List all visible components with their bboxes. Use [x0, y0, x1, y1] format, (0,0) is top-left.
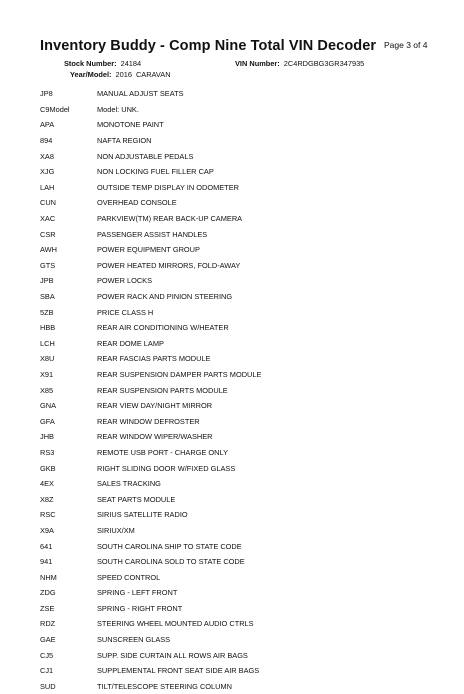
option-description: MONOTONE PAINT — [97, 120, 164, 130]
option-row — [40, 679, 440, 694]
option-row — [40, 273, 440, 289]
option-code: XA8 — [40, 151, 54, 161]
option-description: OVERHEAD CONSOLE — [97, 198, 177, 208]
option-code: CJ1 — [40, 666, 54, 676]
option-description: SPRING - LEFT FRONT — [97, 588, 178, 598]
option-row — [40, 569, 440, 585]
option-code: X9A — [40, 525, 54, 535]
option-row — [40, 445, 440, 461]
option-description: SOUTH CAROLINA SOLD TO STATE CODE — [97, 557, 245, 567]
option-code: ZSE — [40, 603, 55, 613]
option-code: CSR — [40, 229, 56, 239]
option-row — [40, 538, 440, 554]
option-row — [40, 429, 440, 445]
option-code: NHM — [40, 572, 57, 582]
option-description: POWER RACK AND PINION STEERING — [97, 292, 233, 302]
option-description: SUPP. SIDE CURTAIN ALL ROWS AIR BAGS — [97, 650, 248, 660]
option-row — [40, 460, 440, 476]
option-code-list — [40, 86, 440, 694]
option-row — [40, 382, 440, 398]
option-code: X91 — [40, 369, 54, 379]
document-title: Inventory Buddy - Comp Nine Total VIN Decoder — [40, 38, 377, 54]
option-code: GTS — [40, 260, 56, 270]
option-description: REAR SUSPENSION PARTS MODULE — [97, 385, 228, 395]
option-code: APA — [40, 120, 55, 130]
option-description: OUTSIDE TEMP DISPLAY IN ODOMETER — [97, 182, 239, 192]
option-code: HBB — [40, 323, 56, 333]
option-description: PARKVIEW(TM) REAR BACK-UP CAMERA — [97, 214, 243, 224]
option-description: MANUAL ADJUST SEATS — [97, 89, 184, 99]
option-description: SUNSCREEN GLASS — [97, 635, 171, 645]
option-description: PASSENGER ASSIST HANDLES — [97, 229, 208, 239]
option-code: SUD — [40, 681, 56, 691]
option-code: X8U — [40, 354, 55, 364]
option-row — [40, 632, 440, 648]
option-row — [40, 616, 440, 632]
option-row — [40, 491, 440, 507]
option-code: ZDG — [40, 588, 56, 598]
option-row — [40, 117, 440, 133]
page-number: Page 3 of 4 — [384, 40, 428, 50]
option-row — [40, 647, 440, 663]
option-description: SOUTH CAROLINA SHIP TO STATE CODE — [97, 541, 242, 551]
option-description: SUPPLEMENTAL FRONT SEAT SIDE AIR BAGS — [97, 666, 260, 676]
option-description: SIRIUS SATELLITE RADIO — [97, 510, 188, 520]
option-code: CUN — [40, 198, 57, 208]
option-row — [40, 507, 440, 523]
option-row — [40, 86, 440, 102]
option-description: SIRIUX/XM — [97, 525, 135, 535]
stock-number — [64, 59, 141, 68]
option-code: 894 — [40, 136, 53, 146]
option-code: XAC — [40, 214, 56, 224]
option-code: RSC — [40, 510, 56, 520]
option-row — [40, 195, 440, 211]
option-description: RIGHT SLIDING DOOR W/FIXED GLASS — [97, 463, 236, 473]
option-code: 941 — [40, 557, 53, 567]
option-code: C9Model — [40, 104, 70, 114]
option-code: JP8 — [40, 89, 53, 99]
option-row — [40, 351, 440, 367]
option-row — [40, 663, 440, 679]
option-code: GAE — [40, 635, 56, 645]
option-description: SPRING - RIGHT FRONT — [97, 603, 183, 613]
option-row — [40, 289, 440, 305]
option-code: RDZ — [40, 619, 56, 629]
option-row — [40, 148, 440, 164]
option-description: REAR WINDOW WIPER/WASHER — [97, 432, 213, 442]
option-description: SPEED CONTROL — [97, 572, 161, 582]
year-model-label: Year/Model: — [70, 70, 112, 79]
option-description: NON LOCKING FUEL FILLER CAP — [97, 167, 214, 177]
option-code: LCH — [40, 338, 55, 348]
option-row — [40, 601, 440, 617]
option-description: STEERING WHEEL MOUNTED AUDIO CTRLS — [97, 619, 254, 629]
stock-number-label: Stock Number: — [64, 59, 117, 68]
option-code: GFA — [40, 416, 55, 426]
option-code: GKB — [40, 463, 56, 473]
option-description: REMOTE USB PORT - CHARGE ONLY — [97, 447, 228, 457]
option-description: NON ADJUSTABLE PEDALS — [97, 151, 194, 161]
option-description: SALES TRACKING — [97, 479, 161, 489]
option-row — [40, 164, 440, 180]
option-code: 641 — [40, 541, 53, 551]
option-row — [40, 242, 440, 258]
option-row — [40, 211, 440, 227]
option-code: SBA — [40, 292, 55, 302]
option-code: X8Z — [40, 494, 54, 504]
option-code: X85 — [40, 385, 54, 395]
stock-number-value: 24184 — [120, 59, 142, 68]
option-row — [40, 523, 440, 539]
option-row — [40, 413, 440, 429]
option-code: XJG — [40, 167, 55, 177]
option-row — [40, 554, 440, 570]
year-model — [70, 70, 171, 79]
option-description: REAR AIR CONDITIONING W/HEATER — [97, 323, 229, 333]
option-row — [40, 226, 440, 242]
option-row — [40, 102, 440, 118]
option-description: TILT/TELESCOPE STEERING COLUMN — [97, 681, 232, 691]
option-row — [40, 585, 440, 601]
option-code: RS3 — [40, 447, 55, 457]
option-row — [40, 258, 440, 274]
option-row — [40, 336, 440, 352]
option-row — [40, 133, 440, 149]
vin-number — [235, 59, 364, 68]
option-code: LAH — [40, 182, 55, 192]
option-description: POWER EQUIPMENT GROUP — [97, 245, 200, 255]
vin-number-label: VIN Number: — [235, 59, 280, 68]
option-row — [40, 367, 440, 383]
option-description: REAR WINDOW DEFROSTER — [97, 416, 200, 426]
option-code: 4EX — [40, 479, 54, 489]
option-row — [40, 476, 440, 492]
option-description: POWER LOCKS — [97, 276, 153, 286]
option-description: NAFTA REGION — [97, 136, 152, 146]
option-description: SEAT PARTS MODULE — [97, 494, 176, 504]
option-row — [40, 398, 440, 414]
model-value: CARAVAN — [135, 70, 171, 79]
option-code: 5ZB — [40, 307, 54, 317]
option-code: JPB — [40, 276, 54, 286]
option-description: PRICE CLASS H — [97, 307, 154, 317]
option-code: GNA — [40, 401, 57, 411]
year-value: 2016 — [115, 70, 132, 79]
option-description: REAR DOME LAMP — [97, 338, 164, 348]
option-row — [40, 304, 440, 320]
vin-number-value: 2C4RDGBG3GR347935 — [283, 59, 365, 68]
option-code: AWH — [40, 245, 57, 255]
option-description: REAR VIEW DAY/NIGHT MIRROR — [97, 401, 213, 411]
option-description: REAR SUSPENSION DAMPER PARTS MODULE — [97, 369, 262, 379]
option-row — [40, 180, 440, 196]
option-code: JHB — [40, 432, 54, 442]
option-row — [40, 320, 440, 336]
option-code: CJ5 — [40, 650, 54, 660]
option-description: POWER HEATED MIRRORS, FOLD-AWAY — [97, 260, 241, 270]
option-description: REAR FASCIAS PARTS MODULE — [97, 354, 211, 364]
option-description: Model: UNK. — [97, 104, 139, 114]
